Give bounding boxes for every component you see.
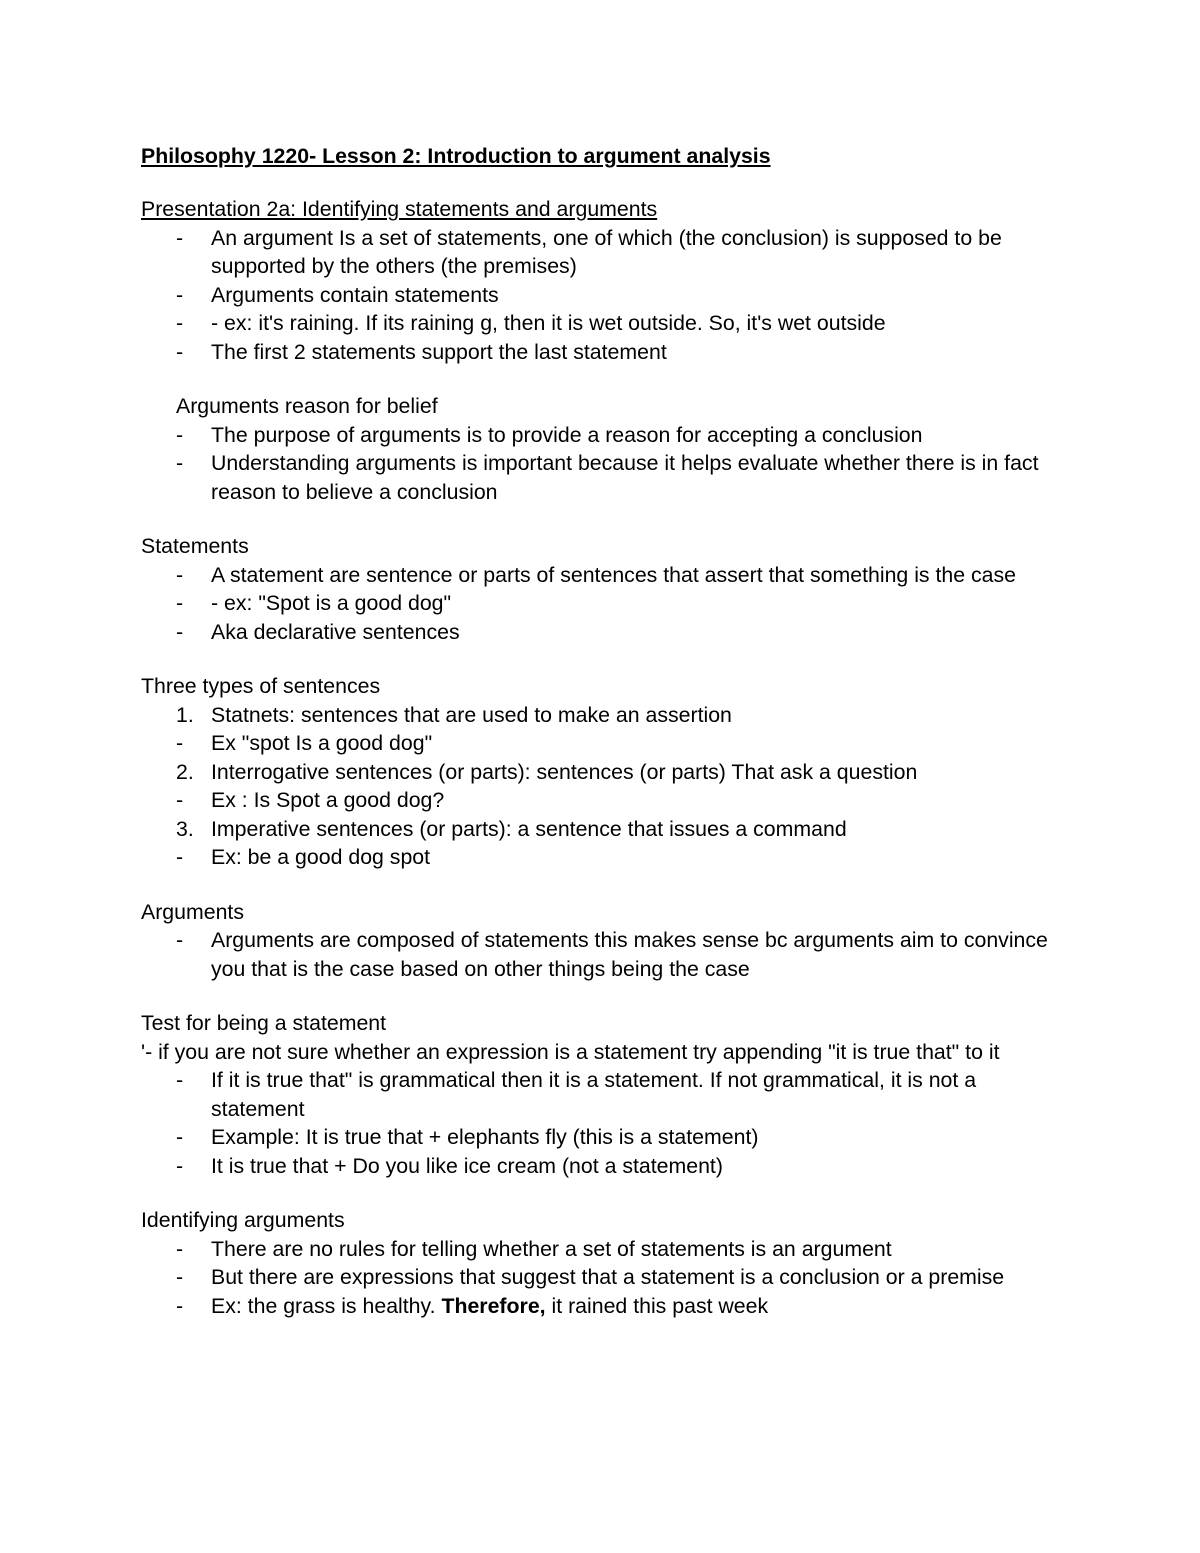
list-item	[141, 561, 1061, 590]
document-page	[141, 140, 1061, 1320]
list-item	[141, 758, 1061, 787]
types-heading: Three types of sentences	[141, 674, 381, 698]
bullet-dash: -	[176, 562, 184, 587]
list-item	[141, 224, 1061, 281]
list-item-text: The first 2 statements support the last statement	[211, 339, 667, 364]
bullet-dash: -	[176, 225, 184, 250]
list-item-text	[211, 1294, 768, 1318]
list-item	[141, 589, 1061, 618]
bullet-dash: -	[176, 339, 184, 364]
list-item	[141, 1292, 1061, 1321]
list-item-text: There are no rules for telling whether a set of statements is an argument	[211, 1236, 892, 1261]
bullet-dash: -	[176, 1236, 184, 1261]
list-number: 3.	[176, 816, 194, 841]
list-item-text: But there are expressions that suggest that a statement is a conclusion or a premise	[211, 1265, 1005, 1289]
list-item-text: It is true that + Do you like ice cream (not a statement)	[211, 1153, 723, 1178]
list-item	[141, 338, 1061, 367]
list-item	[141, 309, 1061, 338]
list-item-text: Aka declarative sentences	[211, 619, 460, 644]
identifying-heading: Identifying arguments	[141, 1208, 345, 1232]
list-item-text: Interrogative sentences (or parts): sentences (or parts) That ask a question	[211, 759, 918, 784]
list-item-text: Arguments contain statements	[211, 282, 499, 307]
list-item	[141, 421, 1061, 450]
therefore-keyword: Therefore,	[441, 1293, 546, 1318]
list-item-text: - ex: it's raining. If its raining g, then it is wet outside. So, it's wet outside	[211, 311, 886, 335]
list-item	[141, 786, 1061, 815]
list-item	[141, 843, 1061, 872]
bullet-dash: -	[176, 731, 184, 755]
arguments-heading: Arguments	[141, 899, 244, 924]
list-item-text: Understanding arguments is important because it helps evaluate whether there is in fact reason to believe a conclusion	[211, 451, 1039, 504]
bullet-dash: -	[176, 282, 184, 307]
list-item	[141, 281, 1061, 310]
list-item	[141, 701, 1061, 730]
list-item	[141, 926, 1061, 983]
list-item-text: Ex: be a good dog spot	[211, 845, 431, 869]
bullet-dash: -	[176, 928, 184, 952]
list-item-text: If it is true that" is grammatical then it is a statement. If not grammatical, it is not a statement	[211, 1068, 977, 1121]
reason-heading: Arguments reason for belief	[176, 394, 438, 418]
list-number: 1.	[176, 702, 194, 727]
list-item	[141, 815, 1061, 844]
list-item	[141, 1152, 1061, 1181]
list-item	[141, 729, 1061, 758]
bullet-dash: -	[176, 422, 184, 447]
bullet-dash: -	[176, 1265, 184, 1289]
list-item	[141, 449, 1061, 506]
bullet-dash: -	[176, 788, 184, 812]
bullet-dash: -	[176, 451, 184, 475]
list-item-text: Ex : Is Spot a good dog?	[211, 788, 445, 812]
list-item-text: A statement are sentence or parts of sentences that assert that something is the case	[211, 562, 1016, 587]
list-item-text: Ex "spot Is a good dog"	[211, 731, 433, 755]
list-item	[141, 618, 1061, 647]
bullet-dash: -	[176, 1293, 184, 1318]
list-item-text: Arguments are composed of statements this makes sense bc arguments aim to convince you that is the case based on other things being the case	[211, 928, 1048, 981]
bullet-dash: -	[176, 1153, 184, 1178]
bullet-dash: -	[176, 1068, 184, 1092]
bullet-dash: -	[176, 1125, 184, 1149]
bullet-dash: -	[176, 311, 184, 335]
document-title: Philosophy 1220- Lesson 2: Introduction to argument analysis	[141, 144, 771, 168]
list-item-text: Imperative sentences (or parts): a sentence that issues a command	[211, 816, 847, 841]
list-number: 2.	[176, 759, 194, 784]
list-item	[141, 1123, 1061, 1152]
example-suffix: it rained this past week	[545, 1293, 769, 1318]
bullet-dash: -	[176, 591, 184, 615]
list-item	[141, 1263, 1061, 1292]
test-heading: Test for being a statement	[141, 1011, 387, 1035]
list-item-text: Statnets: sentences that are used to make an assertion	[211, 702, 732, 727]
list-item-text: Example: It is true that + elephants fly (this is a statement)	[211, 1125, 759, 1149]
example-prefix: Ex: the grass is healthy.	[211, 1293, 442, 1318]
statements-heading: Statements	[141, 534, 249, 558]
bullet-dash: -	[176, 619, 184, 644]
test-intro: '- if you are not sure whether an expression is a statement try appending "it is true that" to it	[141, 1039, 1000, 1064]
list-item-text: The purpose of arguments is to provide a reason for accepting a conclusion	[211, 422, 923, 447]
list-item	[141, 1235, 1061, 1264]
list-item	[141, 1066, 1061, 1123]
bullet-dash: -	[176, 845, 184, 869]
list-item-text: An argument Is a set of statements, one of which (the conclusion) is supposed to be supported by the others (the premises)	[211, 225, 1002, 278]
presentation-heading: Presentation 2a: Identifying statements and arguments	[141, 197, 658, 221]
list-item-text: - ex: "Spot is a good dog"	[211, 591, 452, 615]
